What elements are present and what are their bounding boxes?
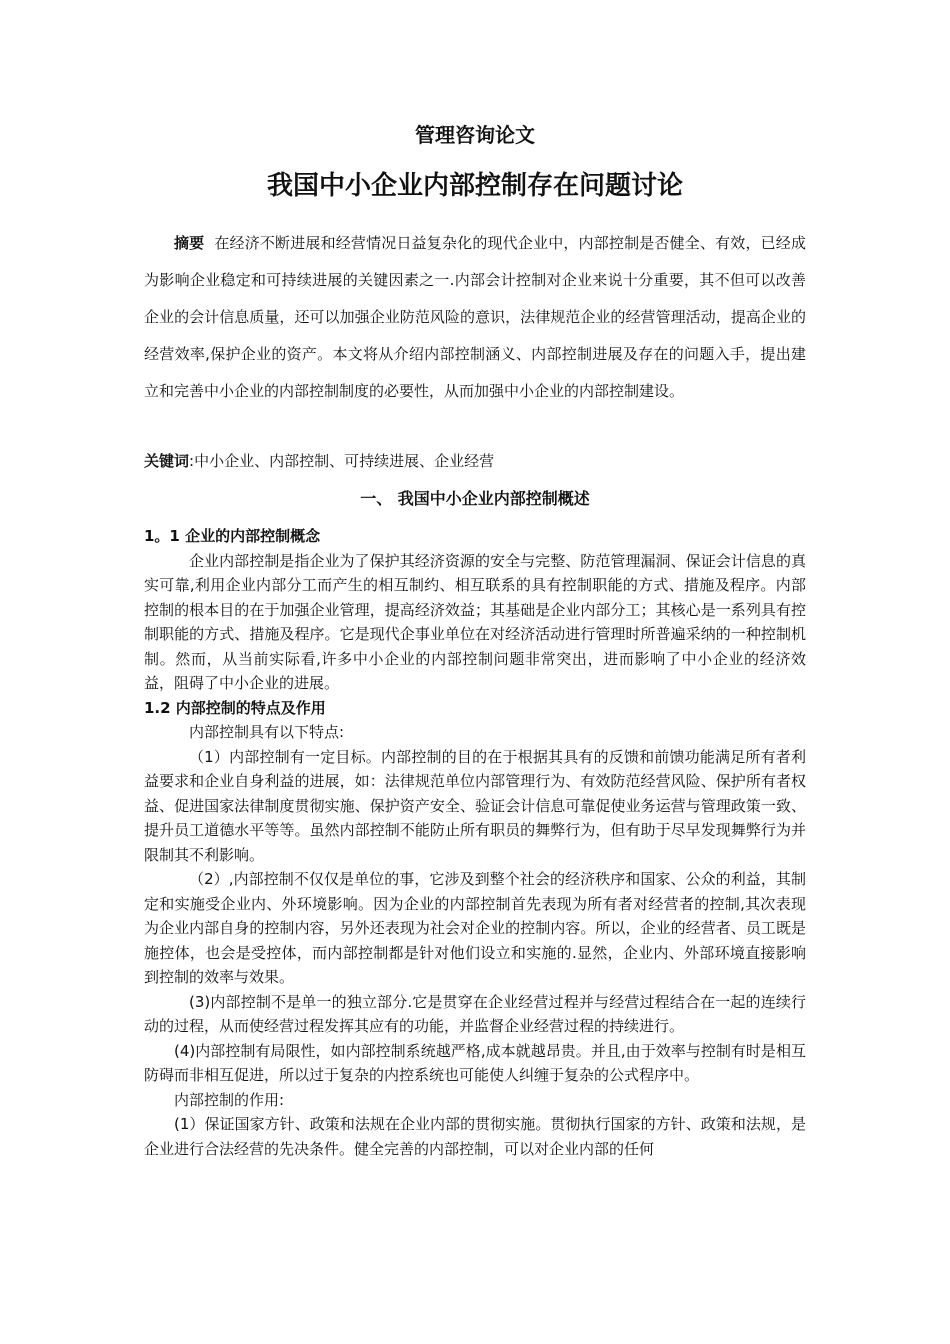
abstract-text: 在经济不断进展和经营情况日益复杂化的现代企业中，内部控制是否健全、有效，已经成为影响企业稳定和可持续进展的关键因素之一.内部会计控制对企业来说十分重要，其不但可以改善企业的会计信息质量，还可以加强企业防范风险的意识，法律规范企业的经营管理活动，提高企业的经营效率,保护企业的资产。本文将从介绍内部控制涵义、内部控制进展及存在的问题入手，提出建立和完善中小企业的内部控制制度的必要性，从而加强中小企业的内部控制建设。: [144, 234, 806, 400]
document-title: 我国中小企业内部控制存在问题讨论: [266, 171, 683, 201]
subsection-heading: 1。1 企业的内部控制概念: [144, 527, 321, 545]
list-item: (4)内部控制有局限性，如内部控制系统越严格,成本就越昂贵。并且,由于效率与控制有时是相互防碍而非相互促进，所以过于复杂的内控系统也可能使人纠缠于复杂的公式程序中。: [144, 1041, 806, 1084]
section-heading: 一、 我国中小企业内部控制概述: [360, 489, 590, 508]
keywords-line: [144, 448, 806, 474]
list-item: (3)内部控制不是单一的独立部分.它是贯穿在企业经营过程并与经营过程结合在一起的连续行动的过程，从而使经营过程发挥其应有的功能，并监督企业经营过程的持续进行。: [144, 992, 806, 1035]
list-item: (1）保证国家方针、政策和法规在企业内部的贯彻实施。贯彻执行国家的方针、政策和法规，是企业进行合法经营的先决条件。健全完善的内部控制，可以对企业内部的任何: [144, 1115, 806, 1158]
body-paragraph: 内部控制具有以下特点:: [189, 723, 345, 741]
list-item: （1）内部控制有一定目标。内部控制的目的在于根据其具有的反馈和前馈功能满足所有者利益要求和企业自身利益的进展，如：法律规范单位内部管理行为、有效防范经营风险、保护所有者权益、促进国家法律制度贯彻实施、保护资产安全、验证会计信息可靠促使业务运营与管理政策一致、提升员工道德水平等等。虽然内部控制不能防止所有职员的舞弊行为，但有助于尽早发现舞弊行为并限制其不利影响。: [144, 747, 806, 864]
body-paragraph: 内部控制的作用:: [174, 1090, 285, 1109]
keywords-label: 关键词: [144, 452, 190, 470]
document-label: 管理咨询论文: [415, 123, 535, 147]
body-paragraph: 企业内部控制是指企业为了保护其经济资源的安全与完整、防范管理漏洞、保证会计信息的真实可靠,利用企业内部分工而产生的相互制约、相互联系的具有控制职能的方式、措施及程序。内部控制的根本目的在于加强企业管理，提高经济效益；其基础是企业内部分工；其核心是一系列具有控制职能的方式、措施及程序。它是现代企事业单位在对经济活动进行管理时所普遍采纳的一种控制机制。然而，从当前实际看,许多中小企业的内部控制问题非常突出，进而影响了中小企业的经济效益，阻碍了中小企业的进展。: [144, 551, 806, 692]
list-item: （2）,内部控制不仅仅是单位的事，它涉及到整个社会的经济秩序和国家、公众的利益，其制定和实施受企业内、外环境影响。因为企业的内部控制首先表现为所有者对经营者的控制,其次表现为企业内部自身的控制内容，另外还表现为社会对企业的控制内容。所以，企业的经营者、员工既是施控体，也会是受控体，而内部控制都是针对他们设立和实施的.显然，企业内、外部环境直接影响到控制的效率与效果。: [144, 870, 806, 986]
subsection-heading: 1.2 内部控制的特点及作用: [144, 698, 326, 717]
section-body: [144, 524, 806, 1161]
abstract-paragraph: [144, 225, 806, 410]
keywords-text: :中小企业、内部控制、可持续进展、企业经营: [189, 452, 495, 470]
abstract-label: 摘要: [174, 234, 205, 252]
